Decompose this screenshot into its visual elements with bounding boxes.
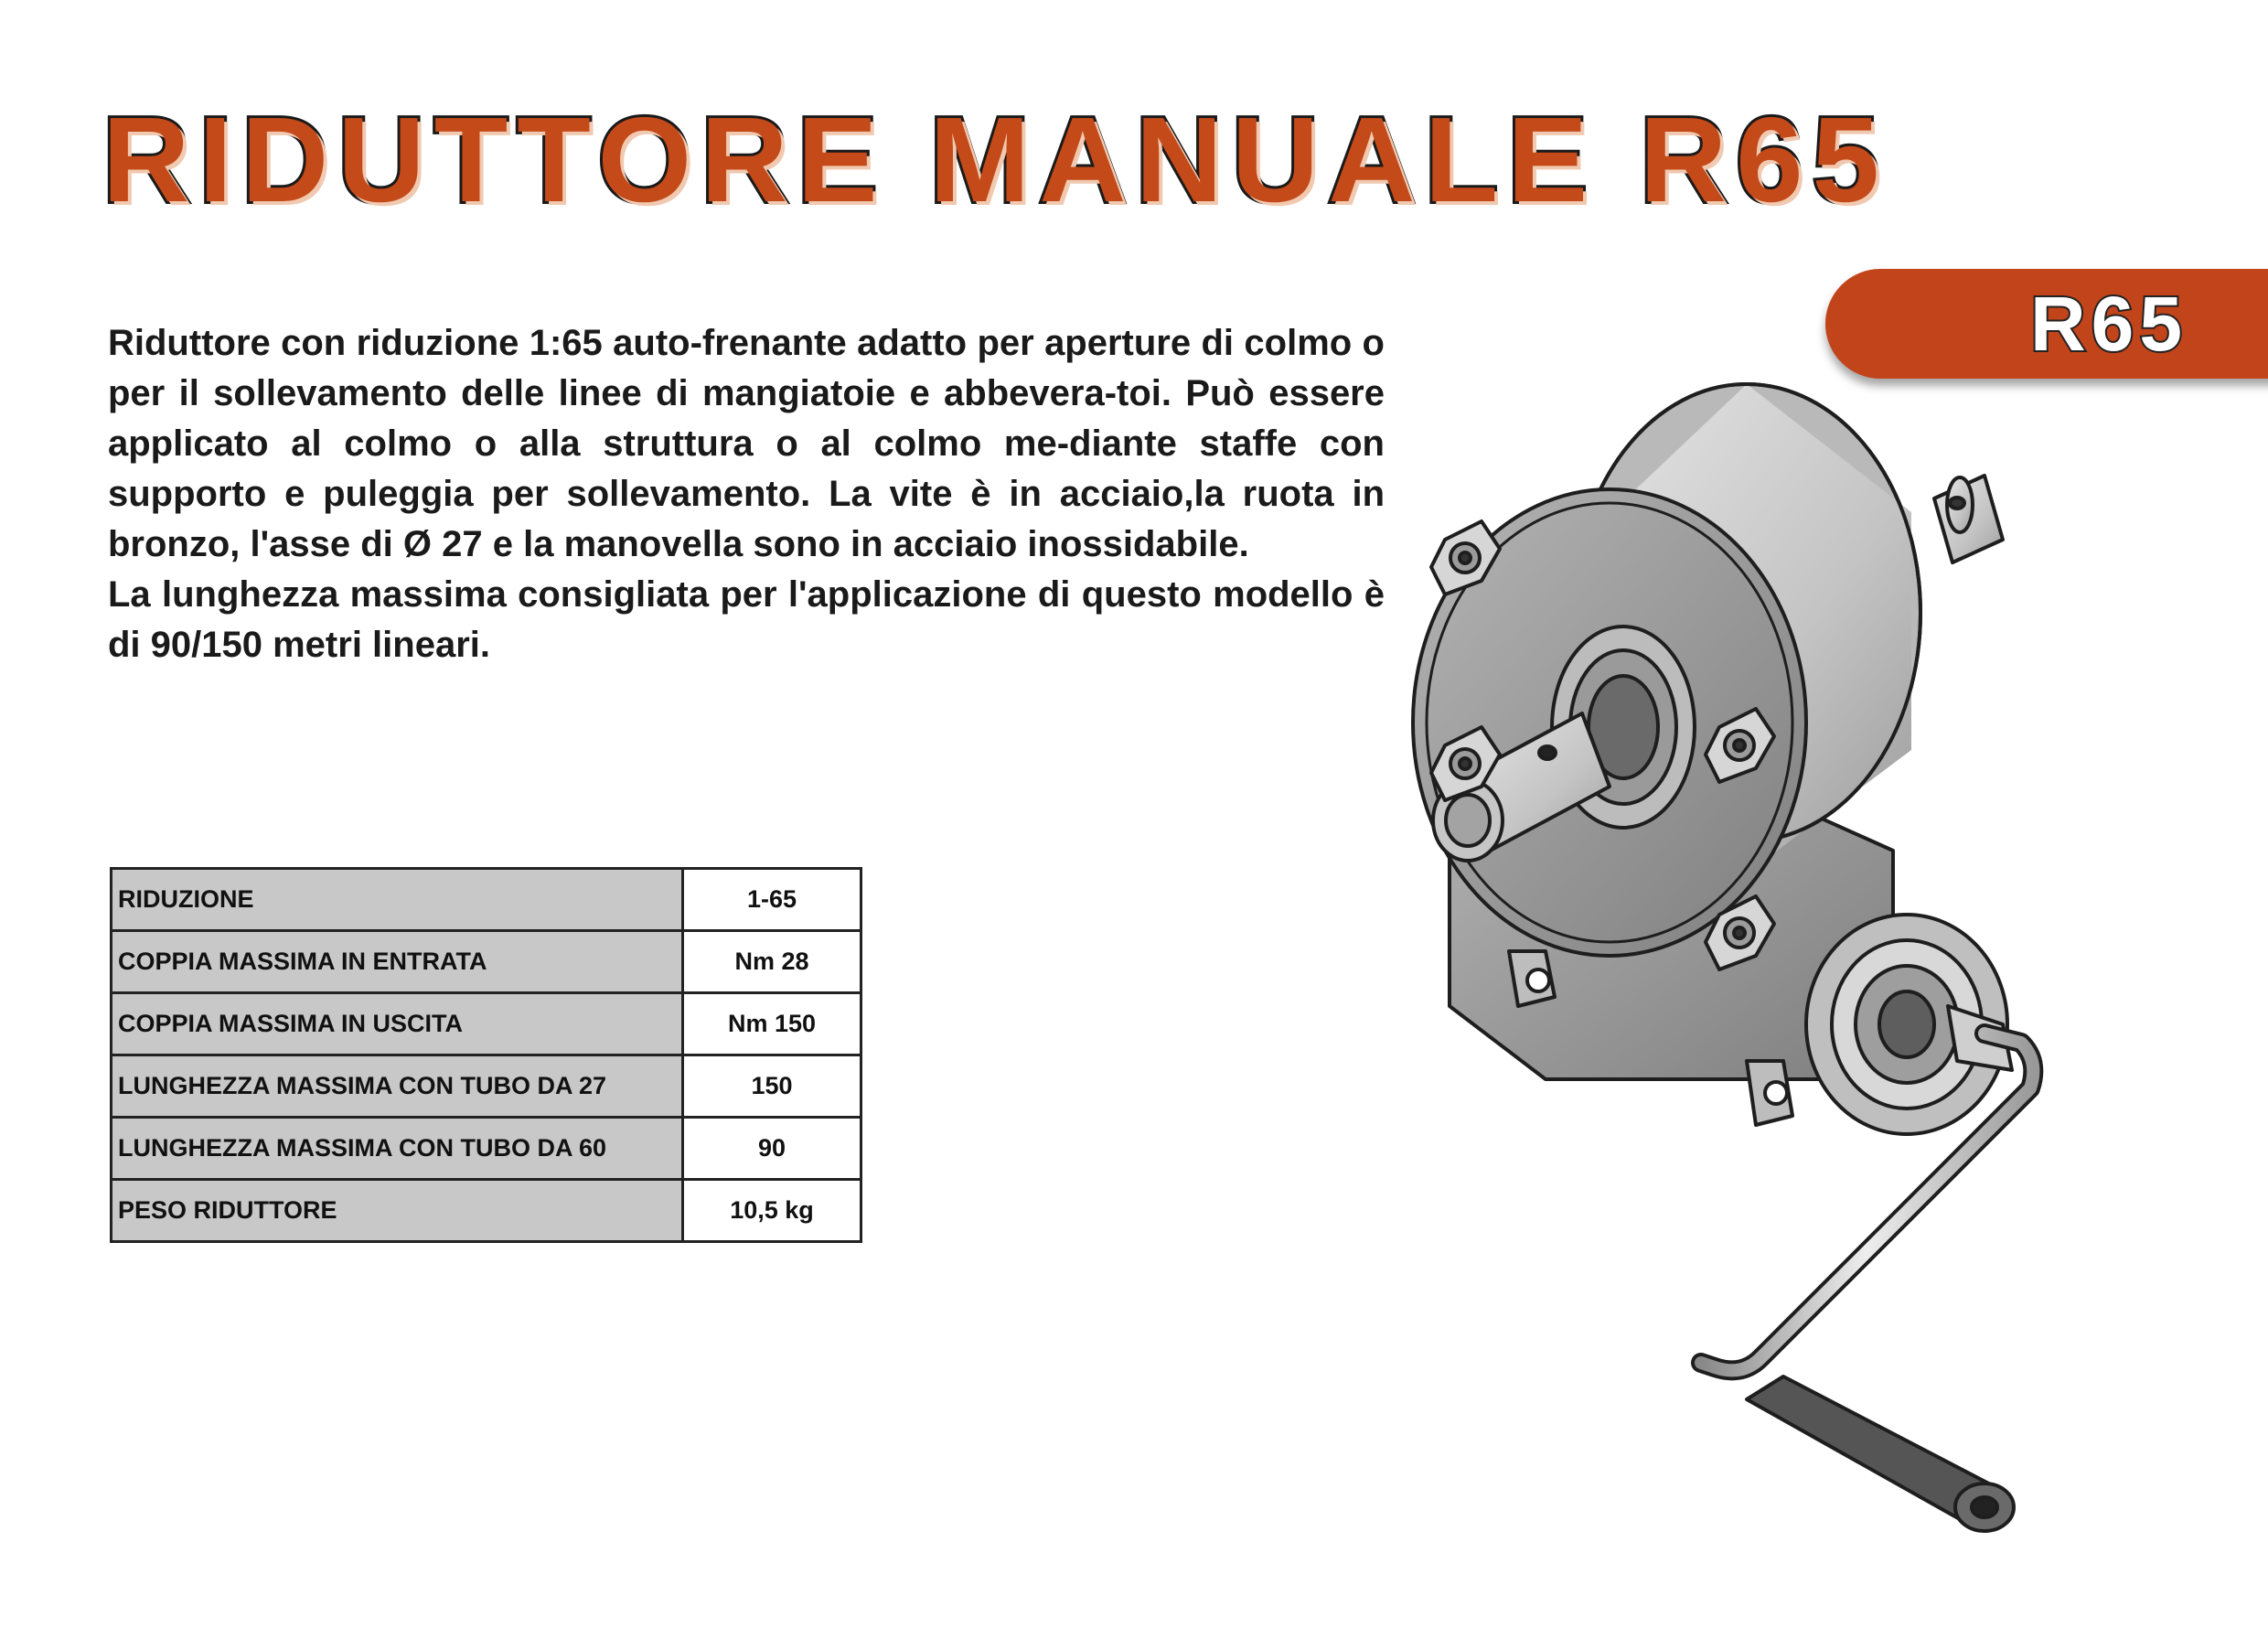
table-row	[112, 869, 861, 931]
spec-label: COPPIA MASSIMA IN USCITA	[112, 993, 683, 1055]
description-paragraph: Riduttore con riduzione 1:65 auto-frenante adatto per aperture di colmo o per il sollevamento delle linee di mangiatoie e abbevera-toi. Può essere applicato al colmo o alla struttura o al colmo me-diante staffe con supporto e puleggia per sollevamento. La vite è in acciaio,la ruota in bronzo, l'asse di Ø 27 e la manovella sono in acciaio inossidabile.	[108, 323, 1385, 564]
spec-value: Nm 150	[683, 993, 861, 1055]
spec-label: PESO RIDUTTORE	[112, 1180, 683, 1242]
gear-reducer-drawing-icon	[1399, 366, 2131, 1573]
spec-label: RIDUZIONE	[112, 869, 683, 931]
spec-value: 150	[683, 1055, 861, 1118]
spec-value: Nm 28	[683, 931, 861, 993]
spec-label: COPPIA MASSIMA IN ENTRATA	[112, 931, 683, 993]
spec-value: 90	[683, 1118, 861, 1180]
specs-table	[110, 867, 862, 1243]
spec-label: LUNGHEZZA MASSIMA CON TUBO DA 60	[112, 1118, 683, 1180]
model-badge-label: R65	[2029, 281, 2188, 367]
description-paragraph: La lunghezza massima consigliata per l'applicazione di questo modello è di 90/150 metri lineari.	[108, 574, 1385, 665]
model-badge	[1825, 269, 2268, 379]
table-row	[112, 931, 861, 993]
table-row	[112, 1055, 861, 1118]
spec-value: 10,5 kg	[683, 1180, 861, 1242]
page-title: RIDUTTORE MANUALE R65	[102, 92, 1889, 227]
product-description	[108, 318, 1385, 670]
table-row	[112, 1118, 861, 1180]
spec-label: LUNGHEZZA MASSIMA CON TUBO DA 27	[112, 1055, 683, 1118]
table-row	[112, 993, 861, 1055]
spec-value: 1-65	[683, 869, 861, 931]
table-row	[112, 1180, 861, 1242]
